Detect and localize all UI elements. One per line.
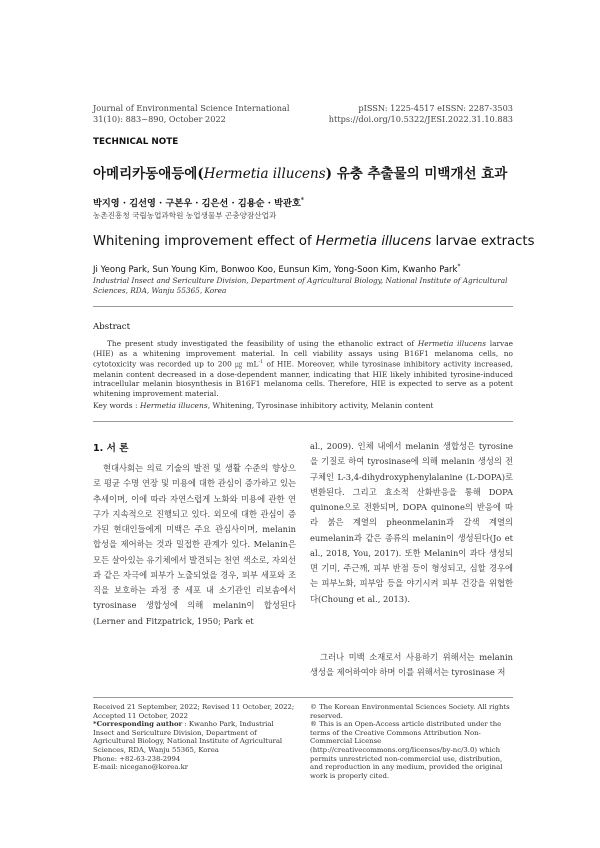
email[interactable]: E-mail: nicegano@korea.kr bbox=[93, 763, 189, 772]
authors-korean bbox=[93, 195, 304, 209]
title-ko-post: ) 유충 추출물의 미백개선 효과 bbox=[325, 166, 508, 182]
abstract-species: Hermetia illucens bbox=[417, 339, 486, 348]
title-ko-species: Hermetia illucens bbox=[203, 166, 326, 182]
footnote-right bbox=[310, 703, 513, 780]
affiliation-korean: 농촌진흥청 국립농업과학원 농업생물부 곤충양잠산업과 bbox=[93, 211, 277, 220]
corresponding-mark-en: * bbox=[457, 263, 461, 270]
keywords-species: Hermetia illucens, bbox=[139, 401, 211, 410]
article-type: TECHNICAL NOTE bbox=[93, 137, 179, 147]
copyright: © The Korean Environmental Sciences Society. All rights reserved. bbox=[310, 703, 510, 720]
abstract-divider bbox=[93, 421, 513, 422]
footnote-divider bbox=[93, 697, 513, 698]
keywords-label: Key words : bbox=[93, 401, 140, 410]
title-english bbox=[93, 234, 534, 249]
keywords bbox=[93, 401, 433, 410]
authors-en-text: Ji Yeong Park, Sun Young Kim, Bonwoo Koo, Eunsun Kim, Yong-Soon Kim, Kwanho Park bbox=[93, 264, 458, 275]
section-heading: 1. 서 론 bbox=[93, 443, 129, 454]
body-right-paragraph-2: 그러나 미백 소재로서 사용하기 위해서는 melanin 생성을 제어하여야 하며 이를 위해서는 tyrosinase 저 bbox=[310, 652, 513, 678]
issn-block bbox=[320, 103, 513, 124]
abstract-text-c: of HIE. Moreover, while tyrosinase inhibitory activity increased, melanin content decreased in a dose-dependent manner, indicating that HIE likely inhibited tyrosine-induced intracellular melanin biosynthesis in B16F1 melanoma cells. Therefore, HIE is expected to serve as a potent whitening improvement material. bbox=[93, 359, 513, 398]
volume-info: 31(10): 883~890, October 2022 bbox=[93, 113, 226, 124]
affiliation-english: Industrial Insect and Sericulture Division, Department of Agricultural Biology, National Institute of Agricultural Sciences, RDA, Wanju 55365, Korea bbox=[93, 276, 508, 295]
title-ko-pre: 아메리카동애등에( bbox=[93, 166, 204, 182]
received-date: Received 21 September, 2022; Revised 11 October, 2022; bbox=[93, 703, 295, 711]
authors-ko-text: 박지영 · 김선영 · 구본우 · 김은선 · 김용순 · 박관호 bbox=[93, 198, 301, 209]
abstract-text bbox=[93, 339, 513, 399]
title-en-species: Hermetia illucens bbox=[315, 234, 432, 249]
authors-english bbox=[93, 263, 460, 275]
footnote-left bbox=[93, 703, 296, 772]
license-text: ® This is an Open-Access article distributed under the terms of the Creative Commons Attribution Non-Commercial License (http://creativecommons.org/licenses/by-nc/3.0) which permits unrestricted non-commercial use, distribution, and reproduction in any medium, provided the original work is properly cited. bbox=[310, 720, 503, 780]
title-en-post: larvae extracts bbox=[431, 234, 535, 249]
abstract-heading: Abstract bbox=[93, 322, 131, 332]
abstract-text-b: larvae (HIE) as a whitening improvement material. In cell viability assays using B16F1 melanoma cells, no cytotoxicity was recorded up to 200 ㎍ mL bbox=[93, 339, 514, 369]
abstract-text-a: The present study investigated the feasibility of using the ethanolic extract of bbox=[107, 339, 418, 348]
journal-header bbox=[93, 103, 313, 124]
journal-name: Journal of Environmental Science International bbox=[93, 103, 290, 113]
accepted-date: Accepted 11 October, 2022 bbox=[93, 711, 188, 720]
issn: pISSN: 1225-4517 eISSN: 2287-3503 bbox=[358, 103, 513, 113]
title-en-pre: Whitening improvement effect of bbox=[93, 234, 316, 249]
corresponding-label: *Corresponding author bbox=[93, 720, 183, 729]
corresponding-text: : Kwanho Park, Industrial Insect and Sericulture Division, Department of Agricultural Biology, National Institute of Agricultural Sciences, RDA, Wanju 55365, Korea bbox=[93, 720, 283, 754]
title-korean bbox=[93, 162, 507, 182]
body-right-paragraph-1: al., 2009). 인체 내에서 melanin 생합성은 tyrosine을 기질로 하여 tyrosinase에 의해 melanin 생성의 전구체인 L-3,4-dihydroxyphenylalanine (L-DOPA)로 변환된다. 그리고 효소적 산화반응을 통해 DOPA quinone으로 전환되며, DOPA quinone의 반응에 따라 붉은 계열의 pheonmelanin과 갈색 계열의 eumelanin과 같은 종류의 melanin이 생성된다(Jo et al., 2018, You, 2017). 또한 Melanin이 과다 생성되면 기미, 주근깨, 피부 반점 등이 형성되고, 심할 경우에는 피부노화, 피부암 등을 야기시켜 피부 건강을 위협한다(Choung et al., 2013). bbox=[310, 441, 513, 604]
keywords-rest: Whitening, Tyrosinase inhibitory activity, Melanin content bbox=[210, 401, 434, 410]
abstract-sup: -1 bbox=[258, 359, 264, 366]
header-divider bbox=[93, 306, 513, 307]
phone: Phone: +82-63-238-2994 bbox=[93, 754, 181, 763]
body-left-paragraph: 현대사회는 의료 기술의 발전 및 생활 수준의 향상으로 평균 수명 연장 및 미용에 대한 관심이 증가하고 있는 추세이며, 이에 따라 자연스럽게 노화와 미용에 관한 연구가 지속적으로 진행되고 있다. 외모에 대한 관심이 증가된 현대인들에게 미백은 주요 관심사이며, melanin 합성을 제어하는 것과 밀접한 관계가 있다. Melanin은 모든 살아있는 유기체에서 발견되는 천연 색소로, 자외선과 같은 자극에 피부가 노출되었을 경우, 피부 세포와 조직을 보호하는 과정 중 세포 내 소기관인 리보솜에서 tyrosinase 생합성에 의해 melanin이 합성된다(Lerner and Fitzpatrick, 1950; Park et bbox=[93, 463, 296, 626]
doi-link[interactable]: https://doi.org/10.5322/JESI.2022.31.10.883 bbox=[328, 113, 513, 124]
corresponding-author bbox=[93, 720, 296, 754]
corresponding-mark: * bbox=[300, 196, 304, 204]
